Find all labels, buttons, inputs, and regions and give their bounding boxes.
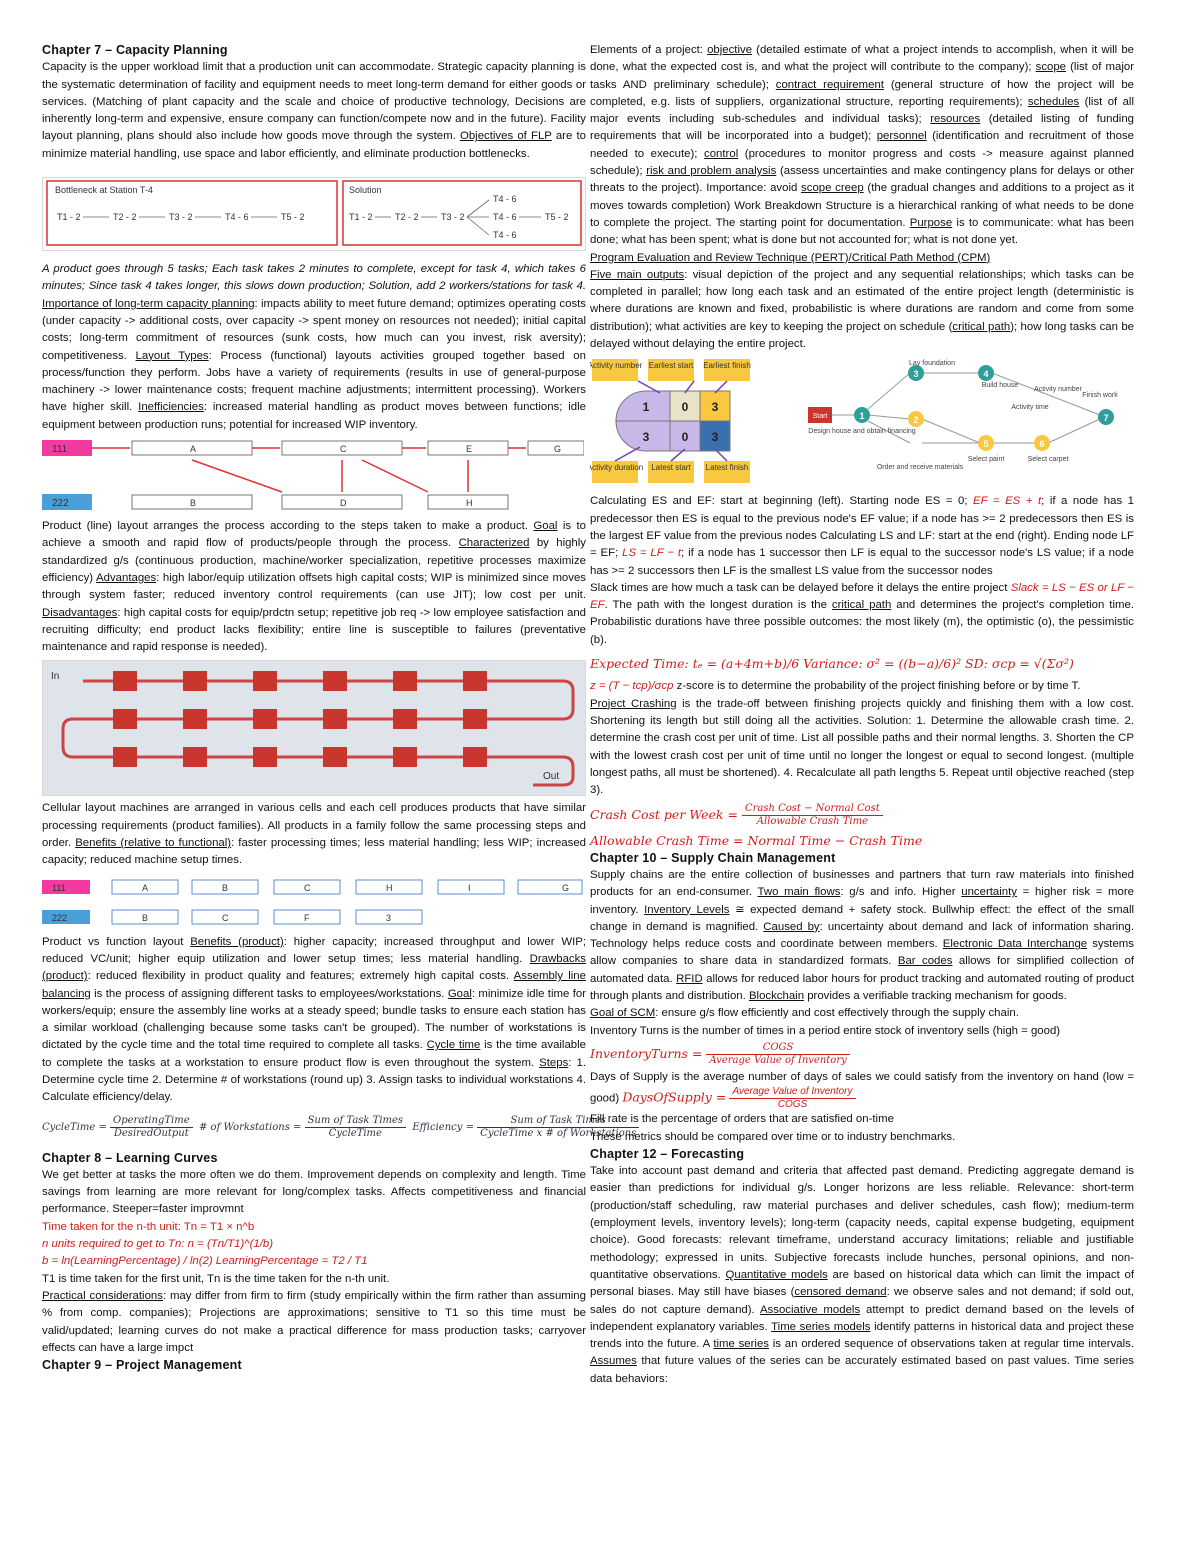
process-layout-figure (42, 438, 584, 514)
box-e: E (466, 444, 473, 455)
slack-paragraph: Slack times are how much a task can be delayed before it delays the entire project Slack = LS − ES or LF − EF. The path with the longest duration is the critical path and determines the project's completion time. Probabilistic durations have three possible outcomes: the most likely (m), the optimistic (o), the pessimistic (b). (590, 581, 1134, 646)
key-value-lf: 3 (711, 430, 719, 445)
chapter-10-title: Chapter 10 – Supply Chain Management (590, 850, 836, 865)
tag-111: 111 (52, 444, 68, 456)
net-node-paint-num: 5 (983, 439, 989, 450)
project-elements-paragraph: Elements of a project: objective (detailed estimate of what a project intends to accomplish, when it will be done, what the expected cost is, and what the project will contribute to the company); scope (list of major tasks AND preliminary schedule); contract requirement (general structure of how the project will be completed, e.g. lists of suppliers, organizational structure, reporting requirements); schedules (list of all major events including sub-schedules and individual tasks); resources (detailed listing of funding requirements that will be incorporated into a budget); personnel (identification and recruitment of those needed to execute); control (procedures to monitor progress and costs -> measure against planned schedule); risk and problem analysis (assess uncertainties and make contingency plans for delays or other threats to the project). Importance: avoid scope creep (the gradual changes and additions to a project as it moves towards completion) Work Breakdown Structure is a hierarchical ranking of what needs to be done to complete the project. The starting point for documentation. Purpose is to communicate: what has been done; what has been spent; what is done but not accounted for; what is not done yet. (590, 44, 1135, 247)
supply-chain-paragraph: Supply chains are the entire collection of businesses and partners that turn raw materials into finished products for an end-consumer. Two main flows: g/s and info. Higher uncertainty = higher risk = more inventory. Inventory Levels ≅ expected demand + safety stock. Bullwhip effect: the effect of the small change in demand is magnified. Caused by: uncertainty about demand and lack of information sharing. Technology helps reduce costs and coordinate between members. Electronic Data Interchange systems allow companies to share data in standardized formats. Bar codes allows for simplified collection of automated data. RFID allows for reduced labor hours for product tracking and automated routing of product through plants and distribution. Blockchain provides a verifiable tracking mechanism for goods. (590, 868, 1134, 1003)
learning-formula-2: n units required to get to Tn: n = (Tn/T1)^(1/b) (42, 1238, 274, 1251)
learning-formula-1: Time taken for the n-th unit: Tn = T1 × n^b (42, 1220, 255, 1233)
cell-box-h: H (386, 882, 393, 893)
pert-heading: Program Evaluation and Review Technique (PERT)/Critical Path Method (CPM) (590, 251, 991, 264)
cellular-figure (42, 874, 584, 930)
node-key-activity-number: Activity number (590, 361, 643, 371)
key-value-ls: 0 (681, 430, 689, 445)
right-node-4b: T4 - 6 (493, 212, 517, 223)
label-order-receive: Order and receive materials (876, 464, 964, 472)
net-node-carpet-num: 6 (1039, 439, 1045, 450)
right-node-2: T2 - 2 (395, 212, 419, 223)
key-value-activity: 1 (642, 400, 650, 415)
left-node-2: T2 - 2 (113, 212, 137, 223)
process-layout-diagram (42, 438, 584, 514)
learning-definition: T1 is time taken for the first unit, Tn is the time taken for the n-th unit. (42, 1272, 390, 1285)
cell-box-i: I (468, 882, 471, 893)
assembly-line-figure (42, 660, 586, 796)
label-select-carpet: Select carpet (1027, 456, 1069, 464)
tag-222: 222 (52, 498, 69, 510)
es-ef-calculation-paragraph: Calculating ES and EF: start at beginning (left). Starting node ES = 0; EF = ES + t; if a node has 1 predecessor then ES is equal to the previous node's EF value; if a node has >= 2 predecessors then ES is the largest EF value from the previous nodes Calculating LS and LF: start at the end (right). Ending node LF = EF; LS = LF − t; if a node has 1 successor then LF is equal to the successor node's LS value; if a node has >= 2 successors then LF is the smallest LS value from the successor nodes (590, 495, 1135, 577)
bottleneck-title: Bottleneck at Station T-4 (55, 185, 153, 196)
left-node-1: T1 - 2 (57, 212, 81, 223)
product-layout-paragraph: Product (line) layout arranges the process according to the steps taken to make a product. Goal is to achieve a smooth and rapid flow of products/people through the process. Characterized by highly standardized g/s (continuous production, machine/worker specialization, repetitive processes maximize efficiency) Advantages: high labor/equip utilization offsets high capital costs; WIP is minimized since moves through system faster; reduced inventory control requirements (can use JIT); low cost per unit. Disadvantages: high capital costs for equip/prdctn setup; repetitive job req -> low employee satisfaction and recruiting difficulty; end product lacks flexibility; entire line is susceptible to failures (preventative maintenance and rapid response is needed). (42, 520, 586, 654)
fill-rate-text: Fill rate is the percentage of orders that are satisfied on-time (590, 1113, 894, 1126)
node-key-activity-duration: Activity duration (590, 463, 644, 473)
scm-goal: Goal of SCM: ensure g/s flow efficiently and cost effectively through the supply chain. (590, 1007, 1019, 1020)
line-in-label: In (51, 671, 60, 683)
days-of-supply-text: Days of Supply is the average number of days of sales we could satisfy from the inventory on hand (low = good) DaysOfSupply = $\frac{\text{Average Value of Inventory}}{\text{COGS}}$ (590, 1070, 1134, 1111)
pert-diagram (590, 357, 1134, 489)
expected-time-formula: Expected Time: tₑ = (a+4m+b)/6 Variance: σ² = ((b−a)/6)² SD: σcp = √(Σσ²) (590, 656, 1074, 672)
node-key-earliest-start: Earliest start (648, 361, 694, 371)
label-select-paint: Select paint (967, 456, 1005, 464)
key-value-duration: 3 (642, 430, 650, 445)
capacity-paragraph: Capacity is the upper workload limit that a production unit can accommodate. Strategic capacity planning is the systematic determination of facility and equipment needs to meet long-term demand for either goods or services. (Matching of plant capacity and the scale and choice of productive technology, Decisions are inherently long-term and expensive, ensure company can function/compete now and in the future). Facility layout planning, plans should also include how goods move through the system. Objectives of FLP are to minimize material handling, use space and labor efficiently, and eliminate production bottlenecks. (42, 61, 586, 160)
node-key-latest-finish: Latest finish (705, 463, 749, 473)
right-node-5: T5 - 2 (545, 212, 569, 223)
product-vs-function-paragraph: Product vs function layout Benefits (product): higher capacity; increased throughput and lower WIP; reduced VC/unit; higher equip utilization and lower setup times; less material handling. Drawbacks (product): reduced flexibility in product quality and features; extremely high capital costs. Assembly line balancing is the process of assigning different tasks to employees/workstations. Goal: minimize idle time for workers/equip; ensure the assembly line works at a steady speed; bundle tasks to ensure each station has a similar workload (challenging because some tasks can't be grouped). The number of workstations is dictated by the cycle time and the total time required to complete all tasks. Cycle time is the time available to complete the tasks at a workstation to ensure product flow is even throughout the system. Steps: 1. Determine cycle time 2. Determine # of workstations (round up) 3. Assign tasks to individual workstations 4. Calculate efficiency/delay. (42, 935, 587, 1104)
bottleneck-diagram (43, 178, 585, 250)
allowable-crash-formula: Allowable Crash Time = Normal Time − Crash Time (590, 833, 923, 849)
label-finish-work: Finish work (1082, 392, 1118, 400)
label-lay-foundation: Lay foundation (909, 360, 955, 368)
right-node-3: T3 - 2 (441, 212, 465, 223)
pert-outputs-paragraph: Five main outputs: visual depiction of the project and any sequential relationships; which tasks can be completed in parallel; how long each task and an estimated of the entire project length (deterministic is where durations are known and fixed, probabilistic is where durations are random and come from some distribution); what activities are key to keeping the project on schedule (critical path); how long tasks can be delayed without delaying the entire project. (590, 268, 1134, 351)
net-node-design-num: 1 (859, 411, 865, 422)
line-out-label: Out (543, 771, 560, 783)
right-node-1: T1 - 2 (349, 212, 373, 223)
cell-box-a: A (142, 882, 149, 893)
network-start: Start (812, 413, 828, 421)
cellular-layout-paragraph: Cellular layout machines are arranged in various cells and each cell produces products that have similar processing requirements (product families). All products in a family follow the same processing steps and order. Benefits (relative to functional): faster processing times; less material handling; less WIP; increased capacity; reduced machine setup times. (42, 802, 587, 867)
learning-formula-3: b = ln(LearningPercentage) / ln(2) LearningPercentage = T2 / T1 (42, 1255, 368, 1268)
box-d: D (340, 498, 347, 509)
benchmark-text: These metrics should be compared over time or to industry benchmarks. (590, 1130, 956, 1143)
capacity-importance-paragraph: A product goes through 5 tasks; Each task takes 2 minutes to complete, except for task 4, which takes 6 minutes; Since task 4 takes longer, this slows down production; Solution, add 2 workers/stations for task 4. Importance of long-term capacity planning: impacts ability to meet future demand; optimizes operating costs (under capacity -> additional costs, over capacity -> spent money on resources not needed); initial capital costs; long-term commitment of resources (sunk costs, how much can you invest, risk aversity); competitiveness. Layout Types: Process (functional) layouts activities grouped together based on process/function they perform. Jobs have a variety of requirements (results in use of general-purpose machinery -> lower maintenance costs; frequent machine adjustments; intermittent processing). Workers have higher skill. Inefficiencies: increased material handling as product moves between functions; idle equipment between production runs; potential for increased WIP inventory. (42, 263, 587, 431)
right-column (590, 42, 1134, 1388)
node-key-latest-start: Latest start (651, 463, 691, 473)
chapter-7-title: Chapter 7 – Capacity Planning (42, 43, 228, 57)
label-activity-time: Activity time (1011, 404, 1049, 412)
cell-box-g: G (562, 882, 570, 893)
project-crashing-paragraph: Project Crashing is the trade-off between finishing projects quickly and finishing them with a low cost. Shortening its length but still doing all the activities. Solution: 1. Determine the allowable crash time. 2. determine the crash cost per unit of time. List all possible paths and their normal lengths. 3. Shorten the CP with the lowest crash cost per unit of time until no longer the longest or equal to second longest. (multiple longest paths, all must be shortened). 4. Recalculate all path lengths 5. Repeat until objective reached (step 3). (590, 697, 1134, 797)
solution-title: Solution (349, 185, 382, 196)
assembly-formulas: CycleTime = $\frac{\text{OperatingTime}}{\text{DesiredOutput}}$ # of Workstations = $\frac{\text{Sum of Task Times}}{\text{CycleTime}}$ Efficiency = $\frac{\text{Sum of Task Times}}{\text{CycleTime x \# of Workstations}}$ (42, 1115, 586, 1140)
inventory-turns-formula: InventoryTurns = $\frac{\text{COGS}}{\text{Average Value of Inventory}}$ (590, 1042, 1134, 1067)
chapter-8-title: Chapter 8 – Learning Curves (42, 1150, 218, 1165)
node-key-earliest-finish: Earliest finish (703, 361, 751, 371)
cell-box-f2: F (304, 912, 310, 923)
practical-considerations: Practical considerations: may differ from firm to firm (study empirically within the firm rather than assuming % from comp. companies); Projections are approximations; sensitive to T1 so this time must be valid/updated; learning curves do not make a practical difference for mass production tasks; carryover effects can have a large impct (42, 1289, 586, 1354)
label-activity-number: Activity number (1034, 386, 1082, 394)
pert-figure (590, 357, 1134, 489)
bottleneck-figure (42, 177, 586, 251)
key-value-es: 0 (681, 400, 689, 415)
right-node-4c: T4 - 6 (493, 230, 517, 241)
assembly-line-diagram (43, 661, 585, 795)
box-b: B (190, 498, 197, 509)
cellular-diagram (42, 874, 584, 930)
key-value-ef: 3 (711, 400, 719, 415)
left-node-5: T5 - 2 (281, 212, 305, 223)
net-node-build-num: 4 (983, 369, 989, 380)
right-node-4a: T4 - 6 (493, 194, 517, 205)
net-node-foundation-num: 3 (913, 369, 919, 380)
chapter-12-title: Chapter 12 – Forecasting (590, 1146, 745, 1161)
inventory-turns-text: Inventory Turns is the number of times in a period entire stock of inventory sells (high = good) (590, 1024, 1061, 1037)
crash-cost-formula: Crash Cost per Week = $\frac{\text{Crash Cost − Normal Cost}}{\text{Allowable Crash Time}}$ (590, 803, 1134, 828)
cell-tag-111: 111 (52, 882, 66, 893)
box-g: G (554, 444, 562, 455)
net-node-finish-num: 7 (1103, 413, 1109, 424)
cell-box-32: 3 (386, 912, 392, 923)
cell-box-b: B (222, 882, 229, 893)
box-a: A (190, 444, 197, 455)
label-build-house: Build house (981, 382, 1019, 390)
cell-box-b2: B (142, 912, 149, 923)
net-node-order-num: 2 (913, 415, 919, 426)
cell-box-c: C (304, 882, 311, 893)
z-score-paragraph: z = (T − tcp)/σcp z-score is to determine the probability of the project finishing before or by time T. (590, 680, 1081, 693)
left-node-3: T3 - 2 (169, 212, 193, 223)
cell-tag-222: 222 (52, 912, 68, 923)
cell-box-c2: C (222, 912, 229, 923)
forecasting-paragraph: Take into account past demand and criteria that affected past demand. Predicting aggregate demand is easier than predictions for individual g/s. Longer horizons are less reliable. Relevance: short-term (production/staff scheduling, raw material purchases and deliver schedules, cash flow); medium-term (employment levels, inventory levels); long-term (capacity needs, capital expense budgeting, equipment choice). Good forecasts: relevant timeframe, understand accuracy limitations; reliable and justifiable methodology; expressed in units. Subjective forecasts include hunches, personal opinions, and non-quantitative observations. Quantitative models are based on historical data which can limit the impact of personal biases. May still have biases (censored demand: we observe sales and not demand; if sold out, sales do not capture demand). Associative models attempt to predict demand based on the levels of independent explanatory variables. Time series models identify patterns in historical data and project these trends into the future. A time series is an ordered sequence of observations taken at regular time intervals. Assumes that future values of the series can be accurately estimated based on past values. Time series data behaviors: (590, 1165, 1135, 1385)
left-node-4: T4 - 6 (225, 212, 249, 223)
learning-curve-paragraph: We get better at tasks the more often we do them. Improvement depends on complexity and length. Time savings from learning are more relevant for long/complex tasks. Affects competitiveness and financial performance. Steeper=faster improvmnt (42, 1168, 586, 1216)
chapter-9-title: Chapter 9 – Project Management (42, 1358, 242, 1373)
box-c: C (340, 444, 347, 455)
label-design-house: Design house and obtain financing (808, 428, 916, 436)
box-h: H (466, 498, 473, 509)
